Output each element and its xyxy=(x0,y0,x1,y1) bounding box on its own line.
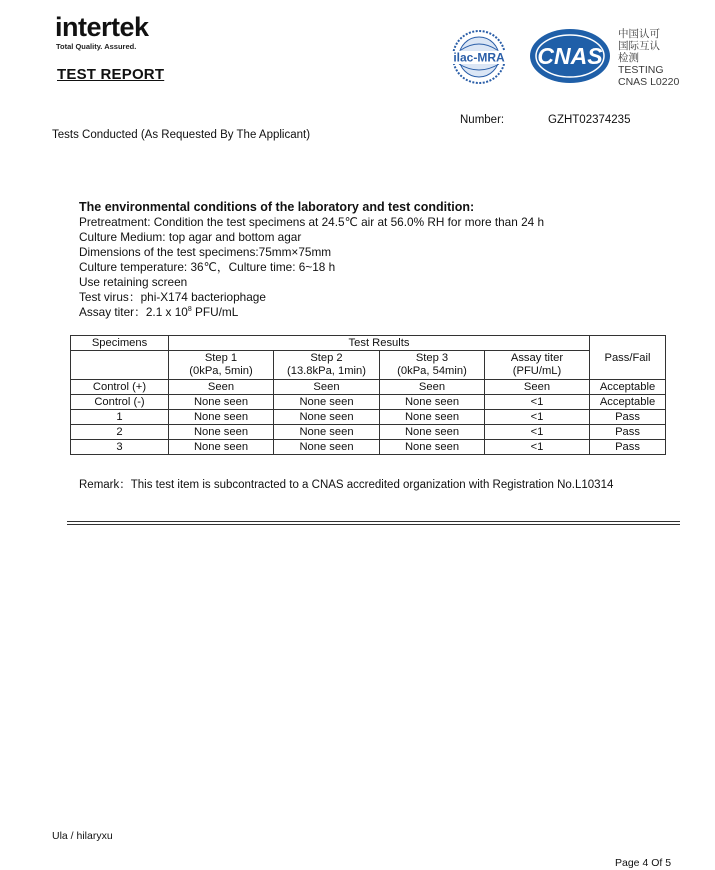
divider-line xyxy=(67,521,680,522)
step-header: Step 3 (0kPa, 54min) xyxy=(380,351,485,380)
test-virus-line: Test virus：phi-X174 bacteriophage xyxy=(79,290,266,304)
specimen-cell: 1 xyxy=(71,410,169,425)
step2-cell: None seen xyxy=(274,395,380,410)
pass-fail-header: Pass/Fail xyxy=(590,336,666,380)
table-row xyxy=(71,410,666,425)
ilac-mra-label: ilac-MRA xyxy=(453,50,505,65)
step2-cell: None seen xyxy=(274,410,380,425)
test-results-table xyxy=(70,335,666,455)
specimen-cell: 3 xyxy=(71,440,169,455)
result-cell: Pass xyxy=(590,440,666,455)
report-number-value: GZHT02374235 xyxy=(548,114,631,126)
specimens-header: Specimens xyxy=(71,336,169,351)
step-header: Step 1 (0kPa, 5min) xyxy=(169,351,274,380)
table-header-row xyxy=(71,336,666,351)
titer-cell: Seen xyxy=(485,380,590,395)
culture-medium-line: Culture Medium: top agar and bottom agar xyxy=(79,230,302,244)
specimen-cell: Control (+) xyxy=(71,380,169,395)
step3-cell: Seen xyxy=(380,380,485,395)
table-row xyxy=(71,395,666,410)
test-conditions xyxy=(79,200,544,320)
report-number-label: Number: xyxy=(460,114,505,126)
page-number: Page 4 Of 5 xyxy=(615,857,672,869)
assay-titer-line xyxy=(79,305,544,320)
result-cell: Pass xyxy=(590,425,666,440)
step3-cell: None seen xyxy=(380,395,485,410)
specimens-subheader-empty xyxy=(71,351,169,380)
table-row xyxy=(71,440,666,455)
intertek-logo: intertek xyxy=(55,12,149,42)
step2-cell: None seen xyxy=(274,440,380,455)
step1-cell: None seen xyxy=(169,395,274,410)
step3-cell: None seen xyxy=(380,425,485,440)
specimen-cell: Control (-) xyxy=(71,395,169,410)
table-row xyxy=(71,380,666,395)
divider-line xyxy=(67,524,680,525)
cnas-logo xyxy=(528,27,612,85)
test-results-header: Test Results xyxy=(169,336,590,351)
step2-cell: None seen xyxy=(274,425,380,440)
result-cell: Acceptable xyxy=(590,395,666,410)
step2-cell: Seen xyxy=(274,380,380,395)
result-cell: Acceptable xyxy=(590,380,666,395)
titer-cell: <1 xyxy=(485,425,590,440)
titer-cell: <1 xyxy=(485,410,590,425)
footer-author: Ula / hilaryxu xyxy=(52,830,113,842)
pretreatment-line: Pretreatment: Condition the test specimens at 24.5℃ air at 56.0% RH for more than 24 h xyxy=(79,215,545,229)
titer-cell: <1 xyxy=(485,440,590,455)
retaining-screen-line: Use retaining screen xyxy=(79,275,188,289)
step3-cell: None seen xyxy=(380,440,485,455)
logo-tagline: Total Quality. Assured. xyxy=(56,42,137,51)
step1-cell: None seen xyxy=(169,425,274,440)
cnas-label: CNAS xyxy=(537,43,603,69)
assay-titer-header: Assay titer (PFU/mL) xyxy=(485,351,590,380)
step1-cell: Seen xyxy=(169,380,274,395)
report-title: TEST REPORT xyxy=(57,66,165,83)
step1-cell: None seen xyxy=(169,410,274,425)
cnas-line: CNAS L0220 xyxy=(618,76,680,88)
result-cell: Pass xyxy=(590,410,666,425)
conditions-heading: The environmental conditions of the laboratory and test condition: xyxy=(79,200,475,214)
table-row xyxy=(71,425,666,440)
step3-cell: None seen xyxy=(380,410,485,425)
tests-conducted-line: Tests Conducted (As Requested By The Applicant) xyxy=(52,129,311,141)
cnas-line: TESTING xyxy=(618,64,664,76)
cnas-line: 中国认可 xyxy=(618,28,660,40)
culture-temperature-line: Culture temperature: 36℃，Culture time: 6~18 h xyxy=(79,260,336,274)
assay-titer-suffix: PFU/mL xyxy=(191,305,239,319)
ilac-mra-logo xyxy=(442,28,516,86)
step1-cell: None seen xyxy=(169,440,274,455)
cnas-line: 国际互认 xyxy=(618,40,660,52)
cnas-line: 检测 xyxy=(618,52,639,64)
table-subheader-row xyxy=(71,351,666,380)
remark-line: Remark：This test item is subcontracted to a CNAS accredited organization with Registration No.L10314 xyxy=(79,479,614,491)
cnas-accreditation-text xyxy=(618,28,679,88)
assay-titer-prefix: Assay titer：2.1 x 10 xyxy=(79,305,188,319)
specimen-cell: 2 xyxy=(71,425,169,440)
titer-cell: <1 xyxy=(485,395,590,410)
step-header: Step 2 (13.8kPa, 1min) xyxy=(274,351,380,380)
assay-titer-exponent: 8 xyxy=(187,306,192,314)
dimensions-line: Dimensions of the test specimens:75mm×75mm xyxy=(79,245,332,259)
